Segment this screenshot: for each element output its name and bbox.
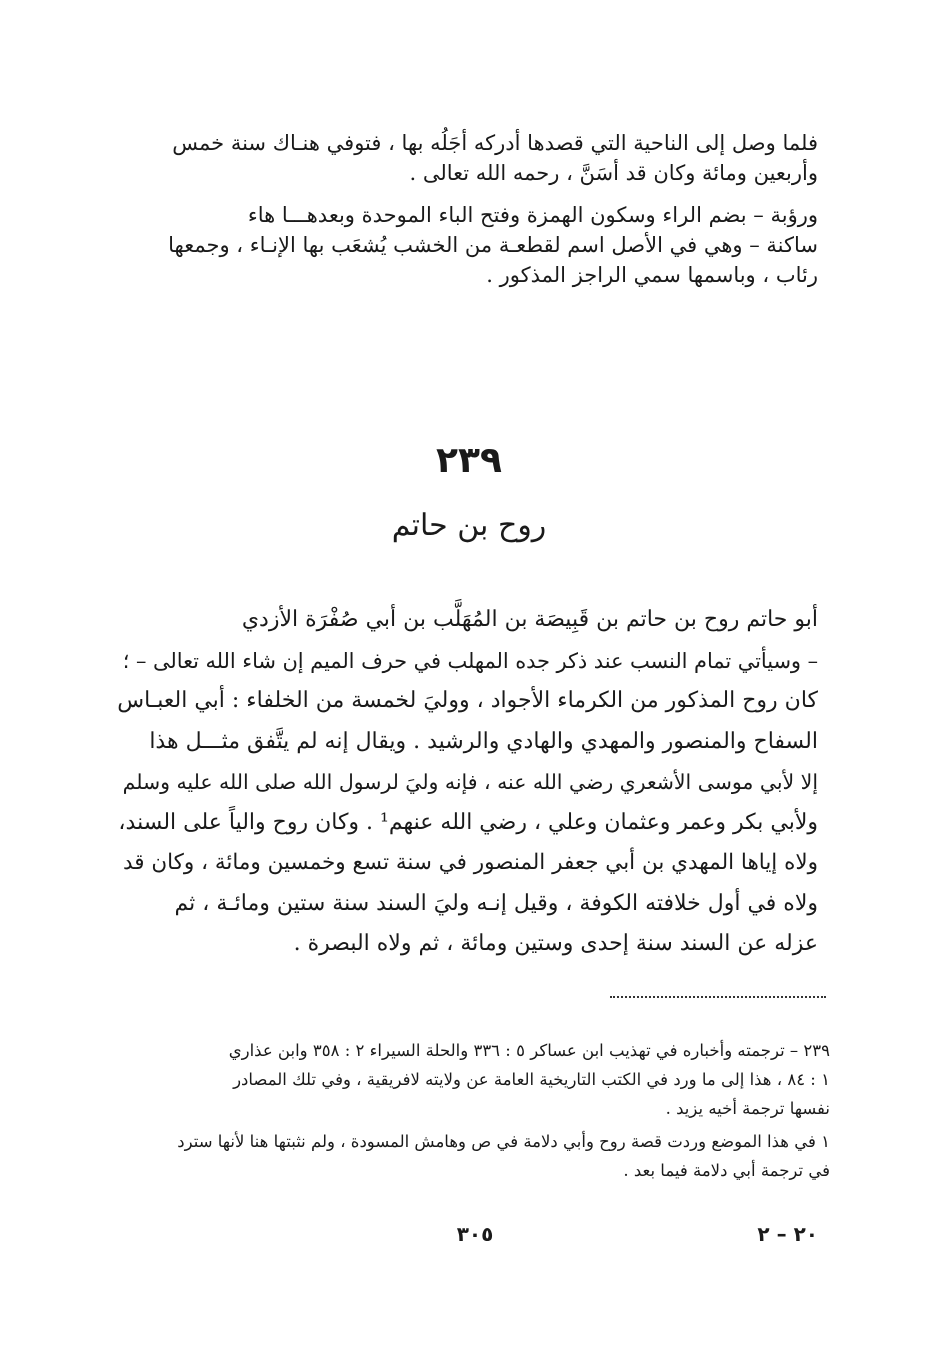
continuation-text: [118, 128, 818, 290]
entry-number: ٢٣٩: [436, 440, 502, 481]
footnote-line: ١ : ٨٤ ، هذا إلى ما ورد في الكتب التاريخية العامة عن ولايته لافريقية ، وفي تلك المصادر: [233, 1070, 830, 1089]
footnote-line: ١ في هذا الموضع وردت قصة روح وأبي دلامة في ص وهامش المسودة ، ولم نثبتها هنا لأنها سترد: [177, 1132, 830, 1151]
text-line: وأربعين ومائة وكان قد أسَنَّ ، رحمه الله تعالى .: [409, 161, 818, 185]
signature-mark: ٢٠ – ٢: [757, 1222, 818, 1246]
text-line: فلما وصل إلى الناحية التي قصدها أدركه أجَلُه بها ، فتوفي هنـاك سنة خمس: [172, 131, 818, 155]
footnote-source: [108, 1036, 830, 1123]
text-line: ولاه في أول خلافته الكوفة ، وقيل إنـه وليَ السند سنة ستين ومائـة ، ثم: [174, 890, 818, 916]
text-line: ساكنة – وهي في الأصل اسم لقطعـة من الخشب يُشعَب بها الإنـاء ، وجمعها: [168, 233, 818, 257]
text-line: عزله عن السند سنة إحدى وستين ومائة ، ثم ولاه البصرة .: [293, 931, 818, 956]
footnote-1: [108, 1127, 830, 1185]
continuation-paragraph-1: [118, 128, 818, 188]
text-line: ولأبي بكر وعمر وعثمان وعلي ، رضي الله عنهم¹ . وكان روح والياً على السند،: [118, 809, 818, 835]
footnote-line: ٢٣٩ – ترجمته وأخباره في تهذيب ابن عساكر ٥ : ٣٣٦ والحلة السيراء ٢ : ٣٥٨ وابن عذاري: [228, 1041, 830, 1060]
entry-title: روح بن حاتم: [391, 508, 547, 543]
text-line: رئاب ، وباسمها سمي الراجز المذكور .: [486, 263, 818, 287]
text-line: – وسيأتي تمام النسب عند ذكر جده المهلب في حرف الميم إن شاء الله تعالى – ؛: [122, 648, 818, 673]
text-line: السفاح والمنصور والمهدي والهادي والرشيد . ويقال إنه لم يتَّفق مثـــل هذا: [149, 728, 818, 754]
text-line: أبو حاتم روح بن حاتم بن قَبِيصَة بن المُهَلَّب بن أبي صُفْرَة الأزدي: [241, 607, 818, 632]
biography-text: [108, 600, 818, 965]
footnote-line: في ترجمة أبي دلامة فيما بعد .: [623, 1161, 830, 1180]
text-line: ولاه إياها المهدي بن أبي جعفر المنصور في سنة تسع وخمسين ومائة ، وكان قد: [122, 850, 818, 875]
footnote-line: نفسها ترجمة أخيه يزيد .: [665, 1099, 830, 1118]
text-line: كان روح المذكور من الكرماء الأجواد ، ووليَ لخمسة من الخلفاء : أبي العبـاس: [117, 688, 818, 713]
page-number: ٣٠٥: [456, 1222, 494, 1246]
footnotes: [108, 1036, 830, 1189]
text-line: إلا لأبي موسى الأشعري رضي الله عنه ، فإنه وليَ لرسول الله صلى الله عليه وسلم: [122, 770, 818, 794]
continuation-paragraph-2: [118, 200, 818, 290]
footnote-divider: [610, 996, 826, 998]
text-line: ورؤبة – بضم الراء وسكون الهمزة وفتح الباء الموحدة وبعدهـــا هاء: [247, 203, 818, 227]
